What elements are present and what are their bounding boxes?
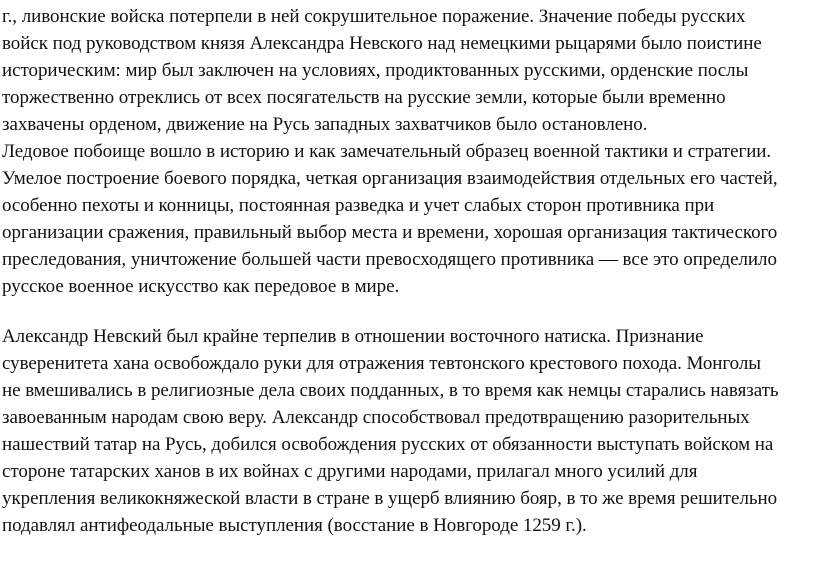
text-line: преследования, уничтожение большей части превосходящего противника — все это определило <box>2 249 777 270</box>
text-line: торжественно отреклись от всех посягательств на русские земли, которые были временно <box>2 87 726 108</box>
text-line: г., ливонские войска потерпели в ней сокрушительное поражение. Значение победы русских <box>2 6 746 27</box>
text-line: подавлял антифеодальные выступления (восстание в Новгороде 1259 г.). <box>2 515 587 536</box>
text-line: войск под руководством князя Александра Невского над немецкими рыцарями было поистине <box>2 33 762 54</box>
text-line: стороне татарских ханов в их войнах с другими народами, прилагал много усилий для <box>2 461 698 482</box>
text-line: организации сражения, правильный выбор места и времени, хорошая организация тактического <box>2 222 778 243</box>
text-line: Ледовое побоище вошло в историю и как замечательный образец военной тактики и стратегии. <box>2 141 772 162</box>
text-line: нашествий татар на Русь, добился освобождения русских от обязанности выступать войском на <box>2 434 774 455</box>
text-line: суверенитета хана освобождало руки для отражения тевтонского крестового похода. Монголы <box>2 353 762 374</box>
text-line: историческим: мир был заключен на условиях, продиктованных русскими, орденские послы <box>2 60 749 81</box>
text-line: захвачены орденом, движение на Русь западных захватчиков было остановлено. <box>2 114 648 135</box>
text-line: Умелое построение боевого порядка, четкая организация взаимодействия отдельных его частей, <box>2 168 778 189</box>
text-line: не вмешивались в религиозные дела своих подданных, в то время как немцы старались навязать <box>2 380 779 401</box>
text-line: Александр Невский был крайне терпелив в отношении восточного натиска. Признание <box>2 326 704 347</box>
text-line: русское военное искусство как передовое в мире. <box>2 276 400 297</box>
text-line: особенно пехоты и конницы, постоянная разведка и учет слабых сторон противника при <box>2 195 715 216</box>
text-line: завоеванным народам свою веру. Александр способствовал предотвращению разорительных <box>2 407 750 428</box>
text-line: укрепления великокняжеской власти в стране в ущерб влиянию бояр, в то же время решительно <box>2 488 778 509</box>
